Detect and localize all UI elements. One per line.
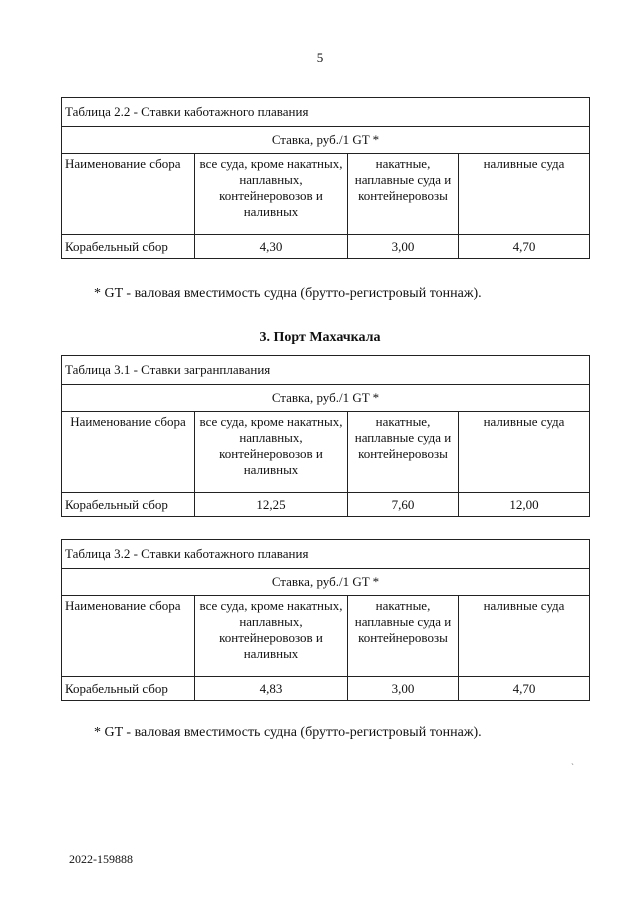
footnote: * GT - валовая вместимость судна (брутто-регистровый тоннаж). — [94, 286, 482, 301]
value-ro-ro-container: 3,00 — [348, 235, 459, 259]
column-header-all-vessels: все суда, кроме накатных, наплавных, контейнеровозов и наливных — [195, 154, 348, 235]
scan-speck: ` — [571, 762, 574, 772]
value-all-vessels: 4,83 — [195, 677, 348, 701]
table-caption: Таблица 3.2 - Ставки каботажного плавания — [62, 540, 590, 569]
value-all-vessels: 4,30 — [195, 235, 348, 259]
value-all-vessels: 12,25 — [195, 493, 348, 517]
table-caption: Таблица 3.1 - Ставки загранплавания — [62, 356, 590, 385]
rates-table-2-2 — [61, 97, 590, 259]
row-label: Корабельный сбор — [62, 493, 195, 517]
table-row — [62, 493, 590, 517]
table-caption: Таблица 2.2 - Ставки каботажного плавания — [62, 98, 590, 127]
column-header-tankers: наливные суда — [459, 596, 590, 677]
column-header-all-vessels: все суда, кроме накатных, наплавных, контейнеровозов и наливных — [195, 412, 348, 493]
value-tankers: 4,70 — [459, 235, 590, 259]
name-header: Наименование сбора — [62, 596, 195, 677]
table-row — [62, 677, 590, 701]
value-tankers: 12,00 — [459, 493, 590, 517]
rate-header: Ставка, руб./1 GT * — [62, 127, 590, 154]
row-label: Корабельный сбор — [62, 235, 195, 259]
column-header-tankers: наливные суда — [459, 412, 590, 493]
page-number: 5 — [316, 50, 324, 65]
document-id: 2022-159888 — [69, 852, 133, 866]
rates-table-3-1 — [61, 355, 590, 517]
column-header-ro-ro-container: накатные, наплавные суда и контейнеровозы — [348, 154, 459, 235]
table-row — [62, 235, 590, 259]
column-header-all-vessels: все суда, кроме накатных, наплавных, контейнеровозов и наливных — [195, 596, 348, 677]
rates-table-3-2 — [61, 539, 590, 701]
name-header: Наименование сбора — [62, 412, 195, 493]
column-header-ro-ro-container: накатные, наплавные суда и контейнеровозы — [348, 412, 459, 493]
value-tankers: 4,70 — [459, 677, 590, 701]
rate-header: Ставка, руб./1 GT * — [62, 569, 590, 596]
column-header-ro-ro-container: накатные, наплавные суда и контейнеровозы — [348, 596, 459, 677]
footnote: * GT - валовая вместимость судна (брутто-регистровый тоннаж). — [94, 725, 482, 740]
row-label: Корабельный сбор — [62, 677, 195, 701]
value-ro-ro-container: 7,60 — [348, 493, 459, 517]
column-header-tankers: наливные суда — [459, 154, 590, 235]
name-header: Наименование сбора — [62, 154, 195, 235]
value-ro-ro-container: 3,00 — [348, 677, 459, 701]
rate-header: Ставка, руб./1 GT * — [62, 385, 590, 412]
section-title: 3. Порт Махачкала — [259, 330, 381, 345]
